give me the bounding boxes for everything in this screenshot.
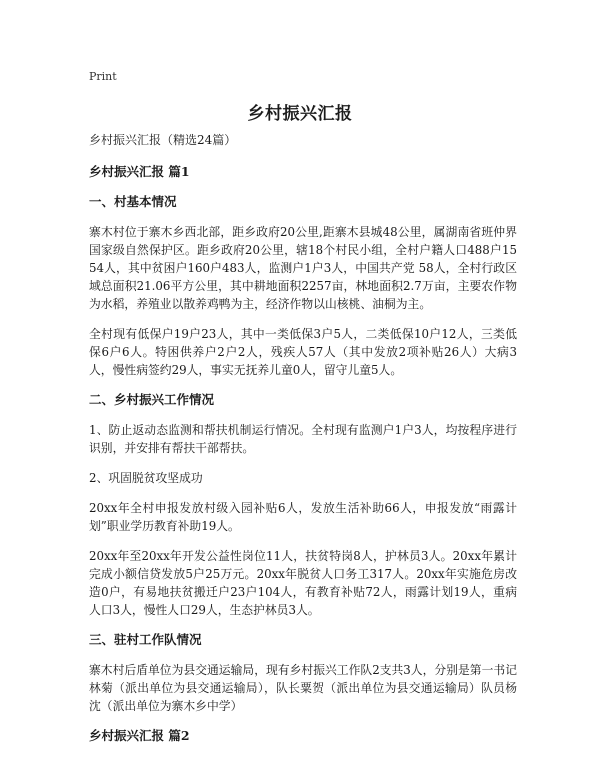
- paragraph-low-income-stats: 全村现有低保户19户23人，其中一类低保3户5人，二类低保10户12人，三类低保6户6人。特困供养户2户2人，残疾人57人（其中发放2项补贴26人）大病3人，慢性病签约29人，事实无抚养儿童0人，留守儿童5人。: [89, 327, 517, 377]
- paragraph-work-team: 寨木村后盾单位为县交通运输局，现有乡村振兴工作队2支共3人，分别是第一书记林菊（派出单位为县交通运输局），队长粟贺（派出单位为县交通运输局）队员杨沈（派出单位为寨木乡中学）: [89, 663, 517, 713]
- document-subtitle: 乡村振兴汇报（精选24篇）: [89, 133, 237, 147]
- section-heading-revitalization-work: 二、乡村振兴工作情况: [89, 392, 215, 407]
- section-heading-basic-info: 一、村基本情况: [89, 194, 177, 209]
- paragraph-consolidation-title: 2、巩固脱贫攻坚成功: [89, 471, 203, 485]
- paragraph-subsidies: 20xx年全村申报发放村级入园补贴6人，发放生活补助66人，申报发放“雨露计划”职业学历教育补助19人。: [89, 501, 517, 533]
- section-heading-work-team: 三、驻村工作队情况: [89, 632, 202, 647]
- print-label[interactable]: Print: [89, 70, 117, 83]
- page-title: 乡村振兴汇报: [247, 104, 353, 124]
- article-heading-2: 乡村振兴汇报 篇2: [89, 728, 190, 743]
- article-heading-1: 乡村振兴汇报 篇1: [89, 164, 190, 179]
- paragraph-village-overview: 寨木村位于寨木乡西北部，距乡政府20公里,距寨木县城48公里，属湖南省班仲界国家级自然保护区。距乡政府20公里，辖18个村民小组，全村户籍人口488户1554人，其中贫困户160户483人，监测户1户3人，中国共产党 58人，全村行政区域总面积21.06平方公里，其中耕地面积2257亩，林地面积2.7万亩，主要农作物为水稻，养殖业以散养鸡鸭为主，经济作物以山核桃、油桐为主。: [89, 225, 517, 311]
- paragraph-employment: 20xx年至20xx年开发公益性岗位11人，扶贫特岗8人，护林员3人。20xx年累计完成小额信贷发放5户25万元。20xx年脱贫人口务工317人。20xx年实施危房改造0户，有易地扶贫搬迁户23户104人，有教育补贴72人，雨露计划19人，重病人口3人，慢性人口29人，生态护林员3人。: [89, 549, 517, 617]
- paragraph-monitoring: 1、防止返动态监测和帮扶机制运行情况。全村现有监测户1户3人，均按程序进行识别，并安排有帮扶干部帮扶。: [89, 423, 517, 455]
- document-body: [89, 131, 517, 757]
